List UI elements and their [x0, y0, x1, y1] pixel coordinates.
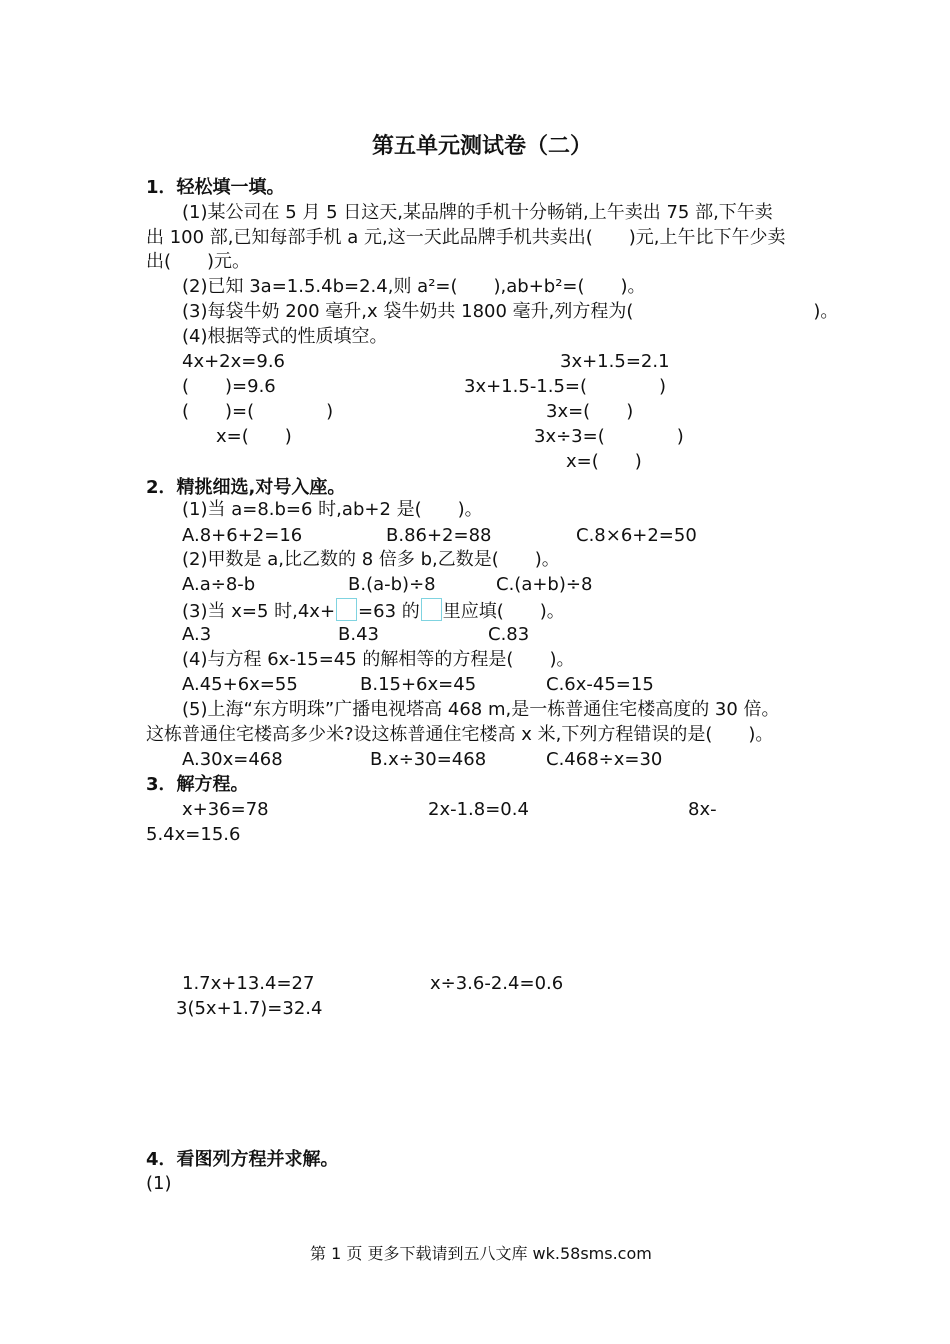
s1-q1-line3: 出( )元。	[146, 251, 251, 272]
s2-q2-option-a: A.a÷8-b	[182, 574, 256, 595]
s2-q4: (4)与方程 6x-15=45 的解相等的方程是( )。	[182, 649, 575, 670]
s3-equation-1: x+36=78	[182, 799, 269, 820]
right-equation-5: x=( )	[566, 451, 642, 472]
s2-q3-part-b: =63 的	[358, 601, 420, 622]
s1-q3: (3)每袋牛奶 200 毫升,x 袋牛奶共 1800 毫升,列方程为( )。	[182, 301, 839, 322]
page-footer: 第 1 页 更多下载请到五八文库 wk.58sms.com	[310, 1244, 652, 1263]
s2-q3-option-a: A.3	[182, 624, 212, 645]
left-equation-4: x=( )	[216, 426, 292, 447]
right-equation-3: 3x=( )	[546, 401, 634, 422]
s4-subquestion: (1)	[146, 1173, 172, 1194]
left-equation-1: 4x+2x=9.6	[182, 351, 285, 372]
s1-q2: (2)已知 3a=1.5.4b=2.4,则 a²=( ),ab+b²=( )。	[182, 276, 646, 297]
right-equation-2: 3x+1.5-1.5=( )	[464, 376, 667, 397]
s2-q4-option-c: C.6x-45=15	[546, 674, 654, 695]
s3-equation-2: 2x-1.8=0.4	[428, 799, 529, 820]
s2-q5-line1: (5)上海“东方明珠”广播电视塔高 468 m,是一栋普通住宅楼高度的 30 倍。	[182, 699, 780, 720]
left-equation-2: ( )=9.6	[182, 376, 276, 397]
right-equation-4: 3x÷3=( )	[534, 426, 684, 447]
s3-equation-3-end: 5.4x=15.6	[146, 824, 241, 845]
s2-q1-option-b: B.86+2=88	[386, 525, 492, 546]
s3-equation-4: 1.7x+13.4=27	[182, 973, 315, 994]
s2-q3	[182, 598, 565, 624]
s3-equation-6: 3(5x+1.7)=32.4	[176, 998, 323, 1019]
blank-box	[336, 598, 357, 621]
s2-q5-line2: 这栋普通住宅楼高多少米?设这栋普通住宅楼高 x 米,下列方程错误的是( )。	[146, 724, 774, 745]
right-equation-1: 3x+1.5=2.1	[560, 351, 670, 372]
s2-q3-option-b: B.43	[338, 624, 379, 645]
blank-box	[421, 598, 442, 621]
s2-q3-option-c: C.83	[488, 624, 530, 645]
s2-q3-part-c: 里应填( )。	[442, 601, 565, 622]
s2-q5-option-b: B.x÷30=468	[370, 749, 487, 770]
s2-q4-option-b: B.15+6x=45	[360, 674, 477, 695]
s2-q4-option-a: A.45+6x=55	[182, 674, 298, 695]
section-2-heading: 2．精挑细选,对号入座。	[146, 477, 346, 498]
s2-q5-option-c: C.468÷x=30	[546, 749, 663, 770]
left-equation-3: ( )=( )	[182, 401, 334, 422]
s2-q5-option-a: A.30x=468	[182, 749, 283, 770]
section-1-heading: 1．轻松填一填。	[146, 177, 285, 198]
section-4-heading: 4．看图列方程并求解。	[146, 1149, 339, 1170]
s2-q2: (2)甲数是 a,比乙数的 8 倍多 b,乙数是( )。	[182, 549, 560, 570]
s2-q1-option-c: C.8×6+2=50	[576, 525, 697, 546]
s1-q1-line2: 出 100 部,已知每部手机 a 元,这一天此品牌手机共卖出( )元,上午比下午少卖	[146, 227, 786, 248]
s1-q1-line1: (1)某公司在 5 月 5 日这天,某品牌的手机十分畅销,上午卖出 75 部,下午卖	[182, 202, 773, 223]
section-3-heading: 3．解方程。	[146, 774, 249, 795]
s3-equation-3-start: 8x-	[688, 799, 717, 820]
s2-q3-part-a: (3)当 x=5 时,4x+	[182, 601, 336, 622]
s2-q1: (1)当 a=8.b=6 时,ab+2 是( )。	[182, 499, 483, 520]
s2-q2-option-c: C.(a+b)÷8	[496, 574, 593, 595]
s2-q2-option-b: B.(a-b)÷8	[348, 574, 436, 595]
s1-q4: (4)根据等式的性质填空。	[182, 326, 388, 347]
s3-equation-5: x÷3.6-2.4=0.6	[430, 973, 564, 994]
page-title: 第五单元测试卷（二）	[372, 133, 593, 159]
s2-q1-option-a: A.8+6+2=16	[182, 525, 303, 546]
